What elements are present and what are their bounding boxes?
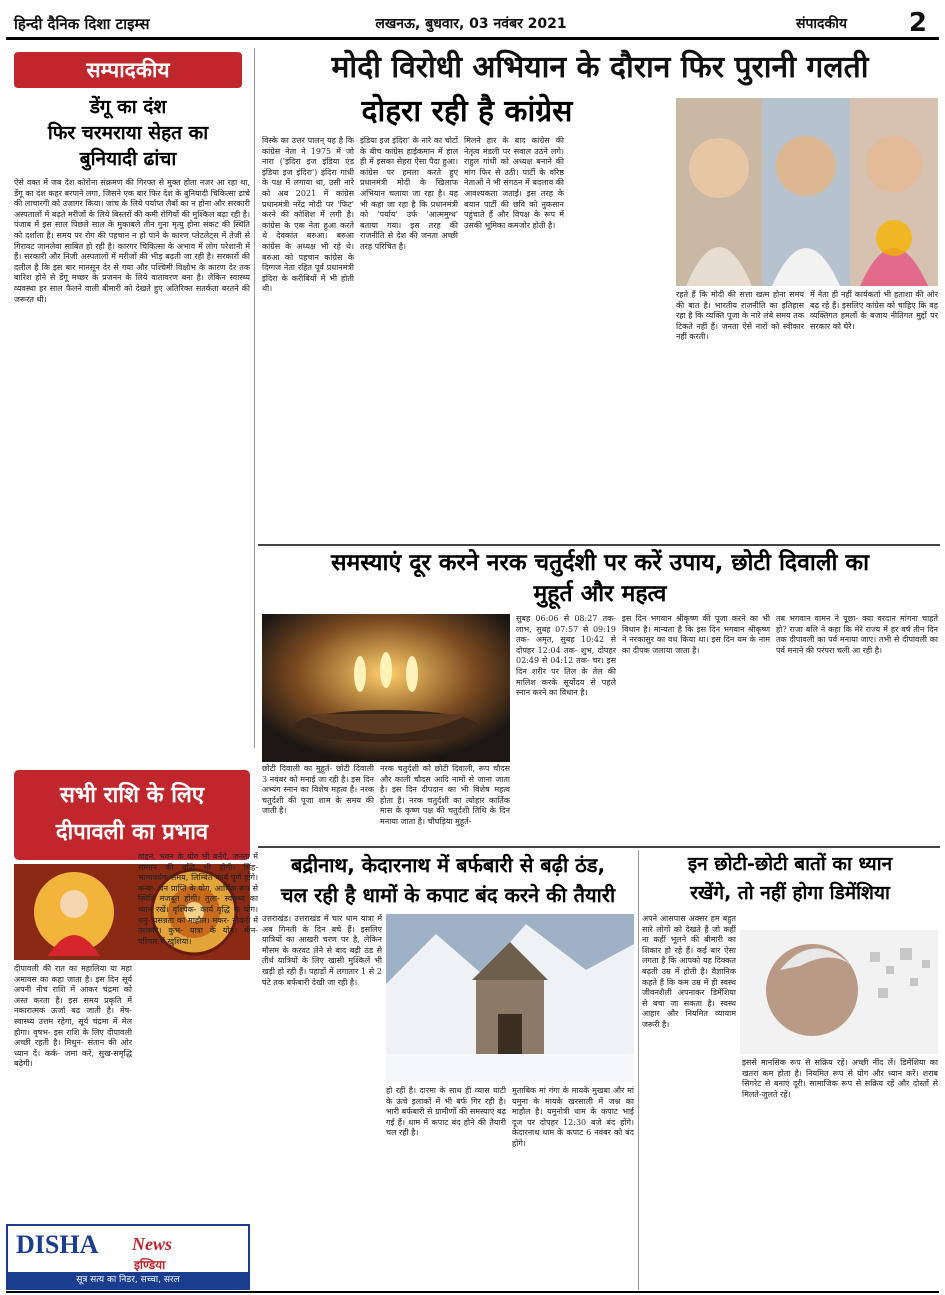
badrinath-photo <box>386 914 634 1082</box>
diwali-caption: छोटी दिवाली का मुहूर्त- छोटी दिवाली 3 नवंबर को मनाई जा रही है। इस दिन अभ्यंग स्नान का विशेष महत्व है। नरक चतुर्दशी की पूजा शाम के समय की जाती है। <box>262 764 374 816</box>
badrinath-col-3: मुताबिक मां गंगा के मायके मुखबा और मां यमुना के मायके खरसाली में जश्न का माहौल है। यमुनोत्री धाम के कपाट भाई दूज पर दोपहर 12:30 बजे बंद होंगे। केदारनाथ धाम के कपाट 6 नवंबर को बंद होंगे। <box>512 1086 634 1148</box>
dateline: लखनऊ, बुधवार, 03 नवंबर 2021 <box>375 16 567 32</box>
diya-image <box>262 614 510 762</box>
brand-name: DISHA <box>16 1230 99 1259</box>
badrinath-headline <box>262 850 634 910</box>
section-name: संपादकीय <box>796 16 847 32</box>
lead-headline-line2: दोहरा रही है कांग्रेस <box>361 94 573 129</box>
diwali-col-3: सुबह 06:06 से 08:27 तक- लाभ, सुबह 07:57 से 09:19 तक- अमृत, सुबह 10:42 से दोपहर 12:04 तक- शुभ, दोपहर 02:49 से 04:12 तक- चर। इस दिन शरीर पर तिल के तेल की मालिश करके सूर्योदय से पहले स्नान करने का विधान है। <box>516 614 616 698</box>
badrinath-headline-line1: बद्रीनाथ, केदारनाथ में बर्फबारी से बढ़ी ठंड, <box>290 853 606 877</box>
diwali-headline-line2: मुहूर्त और महत्व <box>533 581 667 607</box>
diwali-col-4: इस दिन भगवान श्रीकृष्ण की पूजा करने का भी विधान है। मान्यता है कि इस दिन भगवान श्रीकृष्ण ने नरकासुर का वध किया था। इस दिन यम के नाम का दीपक जलाया जाता है। <box>622 614 770 655</box>
brand-sub: इण्डिया <box>134 1258 166 1272</box>
editorial-label: सम्पादकीय <box>14 52 242 88</box>
rashi-body: दीपावली की रात का महालिया या महा अमावस का कहा जाता है। इस दिन सूर्य अपनी नीच राशि में आकर चंद्रमा को अस्त करता है। इस समय प्रकृति में नकारात्मक ऊर्जा बढ़ जाती है। मेष- स्वास्थ्य उत्तम रहेगा, सूर्य चंद्रमा में मेल होगा। वृषभ- इस राशि के लिए दीपावली अच्छी रहती है। मिथुन- संतान की ओर ध्यान दें। कर्क- जमा करें, सुख-समृद्धि बढ़ेगी। <box>14 964 132 1069</box>
editorial-title <box>14 94 242 172</box>
dementia-col-1: अपने आसपास अक्सर हम बहुत सारे लोगों को देखते हैं जो कहीं ना कहीं भूलने की बीमारी का शिकार हो रहे हैं। कई बार ऐसा लगता है कि आपको यह दिक्कत बढ़ती उम्र में होती है। वैज्ञानिक कहते हैं कि कम उम्र में ही स्वस्थ जीवनशैली अपनाकर डिमेंशिया से बचा जा सकता है। स्वस्थ आहार और नियमित व्यायाम जरूरी है। <box>642 914 736 1029</box>
diwali-headline <box>262 548 938 610</box>
editorial-title-line1: डेंगू का दंश <box>89 96 167 118</box>
lead-col-2: इंडिया इज इंदिरा' के नारे का चोटों के बीच कांग्रेस हाईकमान में हाल ही में इसका सेहरा ऐसा पैदा हुआ। कांग्रेस पर हमला करते हुए प्रधानमंत्री मोदी के खिलाफ अभियान चलाया जा रहा है। यह भी कहा जा रहा है कि प्रधानमंत्री को 'पर्याय' उर्फ 'आत्ममुग्ध' बताया गया। इस तरह की राजनीति से देश की जनता अच्छी तरह परिचित है। <box>360 136 458 251</box>
lead-col-3: मिलने हार के बाद कांग्रेस की नेतृत्व मंडली पर सवाल उठने लगे। राहुल गांधी को अध्यक्ष बनाने की मांग फिर से उठी। पार्टी के वरिष्ठ नेताओं ने भी संगठन में बदलाव की आवश्यकता जताई। इस तरह के बयान पार्टी की छवि को नुकसान पहुंचाते हैं और विपक्ष के रूप में उसकी भूमिका कमजोर होती है। <box>464 136 564 230</box>
diwali-headline-line1: समस्याएं दूर करने नरक चतुर्दशी पर करें उपाय, छोटी दिवाली का <box>330 550 870 576</box>
brand-tagline: सूत्र सत्य का निडर, सच्चा, सरल <box>8 1272 248 1288</box>
paper-name: हिन्दी दैनिक दिशा टाइम्स <box>14 15 150 33</box>
elderly-man-image <box>740 930 938 1054</box>
lead-headline-line1: मोदी विरोधी अभियान के दौरान फिर पुरानी गलती <box>331 50 869 85</box>
lead-photo <box>676 98 938 286</box>
lead-col-3b <box>570 136 670 536</box>
diwali-col-2: नरक चतुर्दशी को छोटी दिवाली, रूप चौदस और काली चौदस आदि नामों से जाना जाता है। इस दिन दीपदान का भी विशेष महत्व होता है। नरक चतुर्दशी का त्योहार कार्तिक मास के कृष्ण पक्ष की चतुर्दशी तिथि के दिन मनाया जाता है। चौघड़िया मुहूर्त- <box>380 764 510 826</box>
rashi-headline-box <box>14 770 250 860</box>
editorial-title-line2: फिर चरमराया सेहत का <box>47 122 209 144</box>
brand-news: News <box>132 1234 172 1254</box>
dementia-photo <box>740 930 938 1054</box>
page-number: 2 <box>908 8 927 38</box>
brand-logo <box>6 1224 250 1290</box>
lead-col-1: विस्के का उत्तर पालन् यह है कि कांग्रेस नेता ने 1975 में जो नारा ('इंदिरा इज इंडिया एंड इंडिया इज इंदिरा') इंदिरा गांधी के पक्ष में लगाया था, उसी नारे को अब 2021 में कांग्रेस प्रधानमंत्री नरेंद्र मोदी पर 'फिट' करने की कोशिश में लगी है। कांग्रेस के एक नेता हुआ करते थे देवकांत बरुआ। बरुआ कांग्रेस के अध्यक्ष भी रहे थे। बरुआ को पहचान कांग्रेस के दिग्गज नेता रहित पूर्व प्रधानमंत्री इंदिरा के करीबियों में भी होती थी। <box>262 136 354 294</box>
dementia-headline-line2: रखेंगे, तो नहीं होगा डिमेंशिया <box>690 882 890 904</box>
politicians-image <box>676 98 938 286</box>
dementia-headline-line1: इन छोटी-छोटी बातों का ध्यान <box>687 853 893 875</box>
masthead <box>6 6 939 40</box>
badrinath-col-2: हो रही है। दारमा के साथ ही व्यास घाटी के ऊंचे इलाकों में भी बर्फ गिर रही है। भारी बर्फबारी से ग्रामीणों की समस्याएं बढ़ गई हैं। धाम में कपाट बंद होने की तैयारी चल रही है। <box>386 1086 506 1138</box>
rashi-col-2: वाहन, भवन के योग भी बनेंगे, जनता में सम्मान की वृद्धि भी होगी। सिंह- भाग्यवर्धक समय, लिम्बित कार्य पूर्ण होंगे। कन्या- धन प्राप्ति के योग, आर्थिक रूप से स्थिति मजबूत होगी। तुला- स्वास्थ्य का ध्यान रखें। वृश्चिक- कार्य वृद्धि के योग। धनु- प्रसन्नता का माहौल। मकर- नौकरी में तरक्की। कुंभ- यात्रा के योग। मीन- परिवार में खुशियां। <box>138 852 258 946</box>
badrinath-col-1: उत्तराखंड। उत्तराखंड में चार धाम यात्रा में अब गिनती के दिन बचे हैं। इसलिए यात्रियों का आखरी चरण पर है, लेकिन मौसम के करवट लेने से बाद बढ़ी ठंड से तीर्थ यात्रियों के लिए खासी मुश्किलें भी खड़ी हो रही हैं। पहाड़ों में लगातार 1 से 2 घंटे तक बर्फबारी देखी जा रही है। <box>262 914 382 987</box>
rashi-headline-line2: दीपावली का प्रभाव <box>14 816 250 850</box>
lead-col-5: में नेता ही नहीं कार्यकर्ता भी हताशा की ओर बढ़ रहे हैं। इसलिए कांग्रेस को चाहिए कि वह व्यक्तिगत हमलों के बजाय नीतिगत मुद्दों पर सरकार को घेरे। <box>810 290 938 331</box>
snow-temple-image <box>386 914 634 1082</box>
badrinath-headline-line2: चल रही है धामों के कपाट बंद करने की तैयारी <box>280 883 616 907</box>
diwali-col-5: तब भगवान वामन ने पूछा- क्या वरदान मांगना चाहते हो? राजा बलि ने कहा कि मेरे राज्य में हर वर्ष तीन दिन तक दीपावली का पर्व मनाया जाए। तभी से दीपावली का पर्व मनाने की परंपरा चली आ रही है। <box>776 614 938 655</box>
editorial-label-box <box>14 52 242 88</box>
editorial-title-line3: बुनियादी ढांचा <box>79 148 177 170</box>
diwali-photo <box>262 614 510 762</box>
dementia-headline <box>642 850 938 908</box>
dementia-col-2: इससे मानसिक रूप से सक्रिय रहें। अच्छी नींद लें। डिमेंशिया का खतरा कम होता है। नियमित रूप से योग और ध्यान करें। शराब सिगरेट से बनाएं दूरी। सामाजिक रूप से सक्रिय रहें और दोस्तों से मिलते-जुलते रहें। <box>742 1058 938 1099</box>
lead-headline <box>262 48 938 88</box>
lead-col-4: रहते हैं कि मोदी की सत्ता खत्म होना समय की बात है। भारतीय राजनीति का इतिहास रहा है कि व्यक्ति पूजा के नारे लंबे समय तक टिकते नहीं हैं। जनता ऐसे नारों को स्वीकार नहीं करती। <box>676 290 804 342</box>
editorial-body: ऐसे वक्त में जब देश कोरोना संक्रमण की गिरफ्त से मुक्त होता नजर आ रहा था, डेंगू का दंश कहर बरपाने लगा, जिसने एक बार फिर देश के बुनियादी चिकित्सा ढांचे की लाचारगी को उजागर किया। जांच के लिये पर्याप्त लैबों का न होना और सरकारी अस्पतालों में बढ़ते मरीजों के लिये बिस्तरों की कमी रोगियों की मुश्किल बढ़ा रही है। पंजाब में इस साल पिछले साल के मुकाबले तीन गुना मृत्यु होना संकट की स्थिति को दर्शाता है। समय पर रोग की पहचान न हो पाने के कारण प्लेटलेट्स में तेजी से गिरावट जानलेवा साबित हो रही है। कारगर चिकित्सा के अभाव में लोग परेशानी में हैं। सरकारी और निजी अस्पतालों में मरीजों की भीड़ बढ़ती जा रही है। सरकारों की दलील है कि इस बार मानसून देर से गया और पश्चिमी विक्षोभ के कारण देर तक बारिश होने से डेंगू मच्छर के प्रजनन के लिये वातावरण बना है। लेकिन स्वास्थ्य व्यवस्था हर साल फैलने वाली बीमारी को देखते हुए अतिरिक्त सतर्कता बरतने की जरूरत थी। <box>14 178 250 304</box>
rashi-headline-line1: सभी राशि के लिए <box>14 770 250 816</box>
